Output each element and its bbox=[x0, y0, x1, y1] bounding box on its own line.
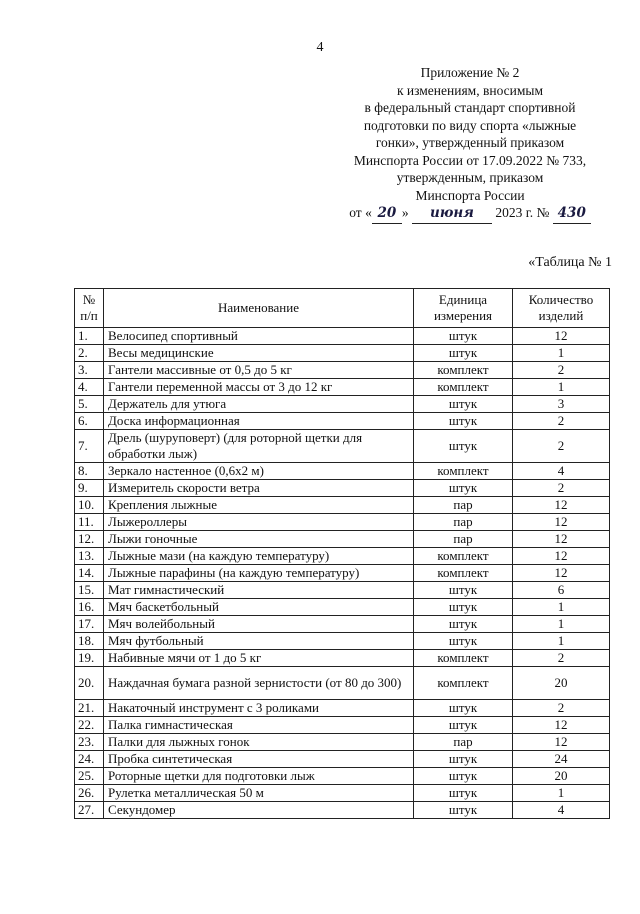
item-unit: штук bbox=[414, 328, 513, 345]
table-row bbox=[75, 328, 610, 345]
item-unit: штук bbox=[414, 430, 513, 463]
item-unit: штук bbox=[414, 480, 513, 497]
item-name: Лыжные парафины (на каждую температуру) bbox=[104, 565, 414, 582]
item-unit: штук bbox=[414, 700, 513, 717]
table-row bbox=[75, 667, 610, 700]
header-number: № п/п bbox=[75, 289, 104, 328]
item-quantity: 1 bbox=[513, 379, 610, 396]
row-number: 3. bbox=[75, 362, 104, 379]
item-name: Велосипед спортивный bbox=[104, 328, 414, 345]
item-quantity: 12 bbox=[513, 497, 610, 514]
item-quantity: 12 bbox=[513, 717, 610, 734]
handwritten-day: 20 bbox=[372, 205, 402, 224]
item-quantity: 12 bbox=[513, 328, 610, 345]
row-number: 18. bbox=[75, 633, 104, 650]
item-quantity: 1 bbox=[513, 785, 610, 802]
item-name: Гантели массивные от 0,5 до 5 кг bbox=[104, 362, 414, 379]
item-quantity: 12 bbox=[513, 531, 610, 548]
table-caption: «Таблица № 1 bbox=[528, 255, 612, 270]
item-unit: штук bbox=[414, 616, 513, 633]
item-name: Палка гимнастическая bbox=[104, 717, 414, 734]
date-close: » bbox=[401, 205, 409, 220]
item-unit: комплект bbox=[414, 650, 513, 667]
row-number: 12. bbox=[75, 531, 104, 548]
item-quantity: 12 bbox=[513, 514, 610, 531]
item-unit: штук bbox=[414, 599, 513, 616]
item-name: Гантели переменной массы от 3 до 12 кг bbox=[104, 379, 414, 396]
row-number: 21. bbox=[75, 700, 104, 717]
table-row bbox=[75, 379, 610, 396]
row-number: 13. bbox=[75, 548, 104, 565]
item-unit: штук bbox=[414, 582, 513, 599]
item-unit: штук bbox=[414, 785, 513, 802]
item-name: Роторные щетки для подготовки лыж bbox=[104, 768, 414, 785]
item-name: Доска информационная bbox=[104, 413, 414, 430]
table-row bbox=[75, 582, 610, 599]
item-quantity: 12 bbox=[513, 548, 610, 565]
item-name: Пробка синтетическая bbox=[104, 751, 414, 768]
item-name: Накаточный инструмент с 3 роликами bbox=[104, 700, 414, 717]
row-number: 20. bbox=[75, 667, 104, 700]
item-name: Набивные мячи от 1 до 5 кг bbox=[104, 650, 414, 667]
item-quantity: 20 bbox=[513, 667, 610, 700]
table-row bbox=[75, 430, 610, 463]
item-unit: штук bbox=[414, 345, 513, 362]
item-name: Секундомер bbox=[104, 802, 414, 819]
item-unit: штук bbox=[414, 751, 513, 768]
item-unit: пар bbox=[414, 497, 513, 514]
table-row bbox=[75, 633, 610, 650]
row-number: 1. bbox=[75, 328, 104, 345]
item-name: Весы медицинские bbox=[104, 345, 414, 362]
item-name: Дрель (шуруповерт) (для роторной щетки для обработки лыж) bbox=[104, 430, 414, 463]
table-row bbox=[75, 785, 610, 802]
table-row bbox=[75, 413, 610, 430]
table-header-row bbox=[75, 289, 610, 328]
item-quantity: 1 bbox=[513, 599, 610, 616]
appendix-line: Приложение № 2 bbox=[420, 65, 520, 80]
row-number: 10. bbox=[75, 497, 104, 514]
item-name: Палки для лыжных гонок bbox=[104, 734, 414, 751]
item-quantity: 6 bbox=[513, 582, 610, 599]
item-name: Мяч футбольный bbox=[104, 633, 414, 650]
item-quantity: 24 bbox=[513, 751, 610, 768]
row-number: 4. bbox=[75, 379, 104, 396]
row-number: 17. bbox=[75, 616, 104, 633]
row-number: 26. bbox=[75, 785, 104, 802]
row-number: 19. bbox=[75, 650, 104, 667]
item-unit: штук bbox=[414, 717, 513, 734]
item-name: Крепления лыжные bbox=[104, 497, 414, 514]
table-row bbox=[75, 548, 610, 565]
item-name: Рулетка металлическая 50 м bbox=[104, 785, 414, 802]
item-unit: пар bbox=[414, 734, 513, 751]
item-quantity: 20 bbox=[513, 768, 610, 785]
handwritten-order-number: 430 bbox=[553, 205, 591, 224]
item-name: Лыжероллеры bbox=[104, 514, 414, 531]
row-number: 5. bbox=[75, 396, 104, 413]
handwritten-month: июня bbox=[412, 205, 492, 224]
appendix-line: Минспорта России bbox=[415, 187, 525, 203]
row-number: 9. bbox=[75, 480, 104, 497]
appendix-header bbox=[320, 64, 620, 224]
item-name: Держатель для утюга bbox=[104, 396, 414, 413]
item-quantity: 2 bbox=[513, 362, 610, 379]
item-name: Зеркало настенное (0,6х2 м) bbox=[104, 463, 414, 480]
header-quantity: Количество изделий bbox=[513, 289, 610, 328]
date-prefix: от « bbox=[349, 205, 372, 220]
row-number: 8. bbox=[75, 463, 104, 480]
table-row bbox=[75, 616, 610, 633]
table-row bbox=[75, 565, 610, 582]
table-row bbox=[75, 599, 610, 616]
table-row bbox=[75, 531, 610, 548]
item-quantity: 2 bbox=[513, 650, 610, 667]
row-number: 22. bbox=[75, 717, 104, 734]
appendix-line: гонки», утвержденный приказом bbox=[375, 135, 565, 150]
item-name: Мяч баскетбольный bbox=[104, 599, 414, 616]
item-name: Измеритель скорости ветра bbox=[104, 480, 414, 497]
item-quantity: 2 bbox=[513, 413, 610, 430]
table-row bbox=[75, 802, 610, 819]
item-unit: комплект bbox=[414, 379, 513, 396]
item-name: Наждачная бумага разной зернистости (от 80 до 300) bbox=[104, 667, 414, 700]
item-quantity: 1 bbox=[513, 616, 610, 633]
item-quantity: 2 bbox=[513, 700, 610, 717]
row-number: 7. bbox=[75, 430, 104, 463]
item-unit: комплект bbox=[414, 548, 513, 565]
row-number: 6. bbox=[75, 413, 104, 430]
item-unit: пар bbox=[414, 531, 513, 548]
table-row bbox=[75, 751, 610, 768]
year-text: 2023 г. № bbox=[495, 205, 550, 220]
table-row bbox=[75, 480, 610, 497]
table-row bbox=[75, 514, 610, 531]
item-quantity: 12 bbox=[513, 565, 610, 582]
item-unit: комплект bbox=[414, 667, 513, 700]
appendix-line: в федеральный стандарт спортивной bbox=[364, 100, 576, 115]
item-quantity: 2 bbox=[513, 480, 610, 497]
item-quantity: 1 bbox=[513, 345, 610, 362]
row-number: 16. bbox=[75, 599, 104, 616]
table-row bbox=[75, 396, 610, 413]
item-unit: комплект bbox=[414, 362, 513, 379]
item-unit: штук bbox=[414, 413, 513, 430]
appendix-line: Минспорта России от 17.09.2022 № 733, bbox=[353, 152, 587, 168]
item-unit: штук bbox=[414, 768, 513, 785]
item-unit: комплект bbox=[414, 565, 513, 582]
item-unit: штук bbox=[414, 802, 513, 819]
item-name: Лыжные мази (на каждую температуру) bbox=[104, 548, 414, 565]
item-name: Мяч волейбольный bbox=[104, 616, 414, 633]
table-row bbox=[75, 463, 610, 480]
appendix-line: к изменениям, вносимым bbox=[396, 82, 544, 98]
table-row bbox=[75, 497, 610, 514]
row-number: 27. bbox=[75, 802, 104, 819]
item-quantity: 2 bbox=[513, 430, 610, 463]
item-quantity: 4 bbox=[513, 463, 610, 480]
appendix-line: подготовки по виду спорта «лыжные bbox=[363, 117, 577, 133]
item-quantity: 12 bbox=[513, 734, 610, 751]
table-row bbox=[75, 345, 610, 362]
equipment-table bbox=[74, 288, 610, 819]
row-number: 23. bbox=[75, 734, 104, 751]
item-unit: комплект bbox=[414, 463, 513, 480]
table-row bbox=[75, 768, 610, 785]
row-number: 15. bbox=[75, 582, 104, 599]
page-number: 4 bbox=[316, 40, 324, 55]
item-quantity: 4 bbox=[513, 802, 610, 819]
row-number: 14. bbox=[75, 565, 104, 582]
item-quantity: 1 bbox=[513, 633, 610, 650]
order-date-line bbox=[320, 204, 620, 224]
header-name: Наименование bbox=[104, 289, 414, 328]
header-unit: Единица измерения bbox=[414, 289, 513, 328]
table-row bbox=[75, 717, 610, 734]
item-unit: пар bbox=[414, 514, 513, 531]
item-name: Мат гимнастический bbox=[104, 582, 414, 599]
item-unit: штук bbox=[414, 633, 513, 650]
table-row bbox=[75, 734, 610, 751]
appendix-line: утвержденным, приказом bbox=[396, 170, 544, 185]
table-row bbox=[75, 362, 610, 379]
item-quantity: 3 bbox=[513, 396, 610, 413]
item-name: Лыжи гоночные bbox=[104, 531, 414, 548]
row-number: 11. bbox=[75, 514, 104, 531]
row-number: 2. bbox=[75, 345, 104, 362]
item-unit: штук bbox=[414, 396, 513, 413]
row-number: 25. bbox=[75, 768, 104, 785]
row-number: 24. bbox=[75, 751, 104, 768]
table-row bbox=[75, 700, 610, 717]
table-row bbox=[75, 650, 610, 667]
